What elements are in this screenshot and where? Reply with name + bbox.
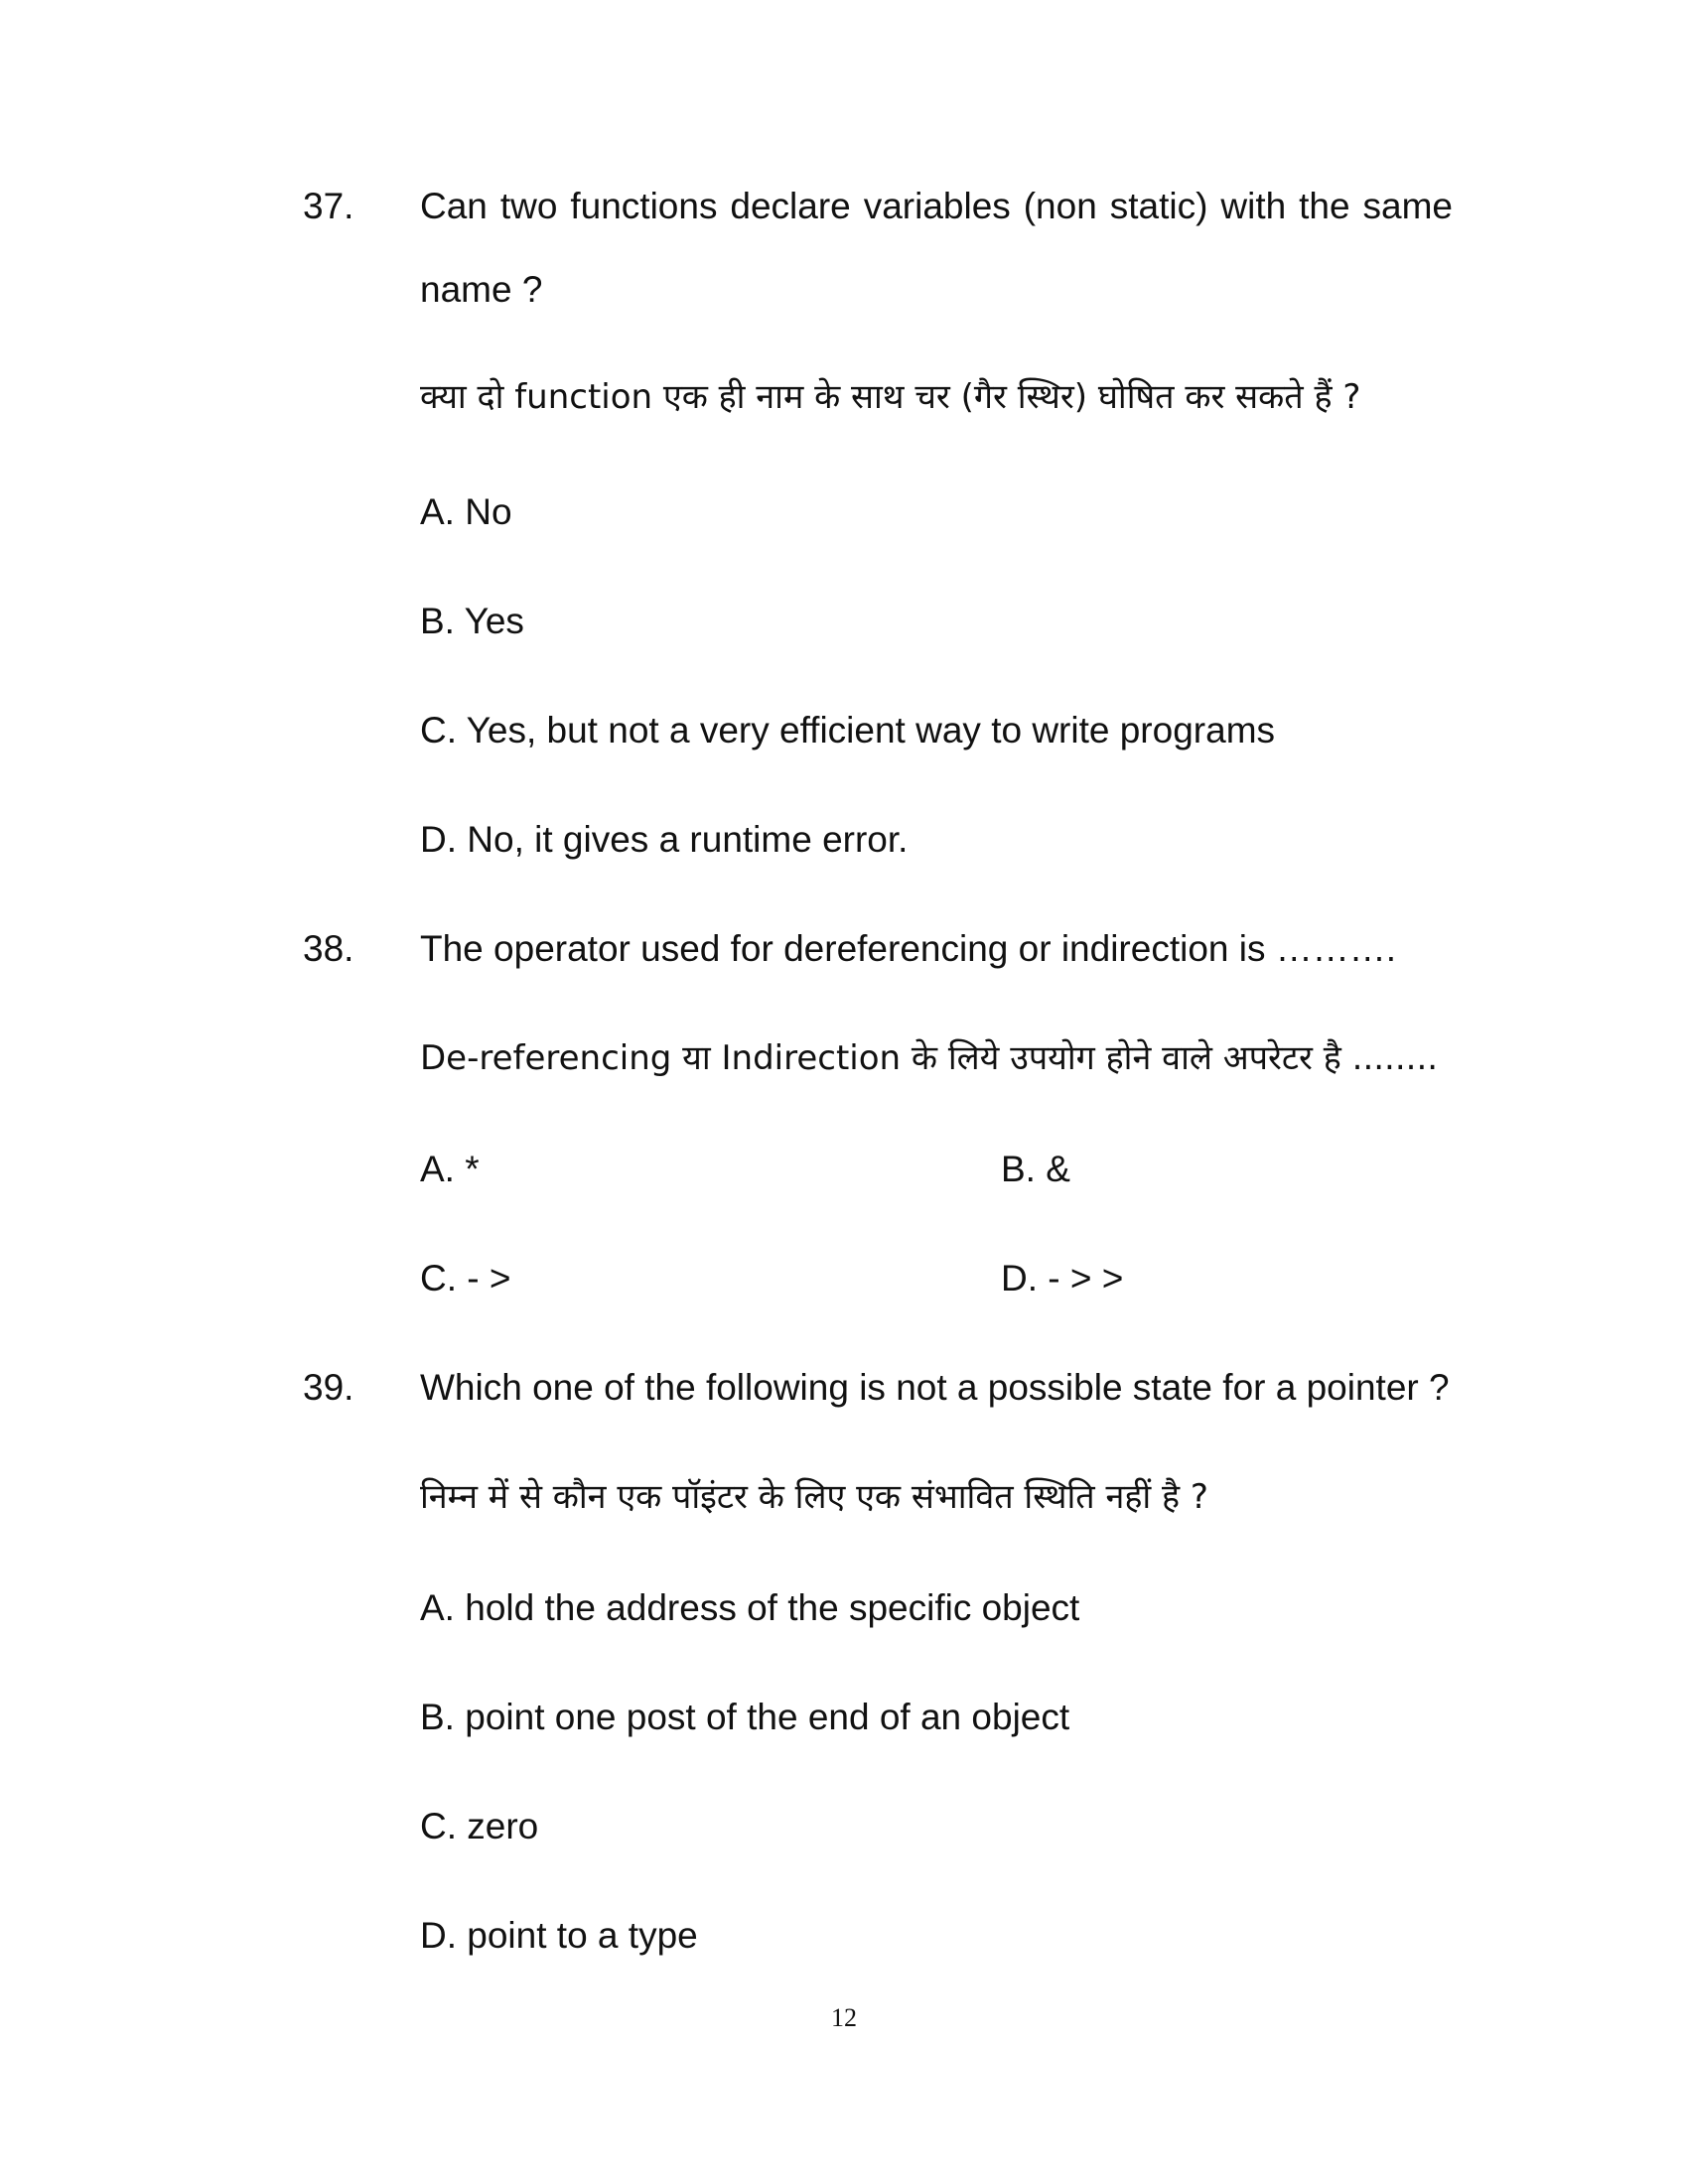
- page-number: 12: [831, 2003, 857, 2032]
- question-38-option-c: C. - >: [420, 1258, 511, 1298]
- question-37-option-d: D. No, it gives a runtime error.: [420, 819, 909, 860]
- question-39-option-b: B. point one post of the end of an object: [420, 1697, 1070, 1737]
- question-37-option-b: B. Yes: [420, 601, 524, 641]
- question-37-option-a: A. No: [420, 491, 512, 532]
- question-39-option-a: A. hold the address of the specific object: [420, 1587, 1080, 1628]
- question-37-text-line1: Can two functions declare variables (non static) with the same: [420, 186, 1453, 226]
- question-37-text-line2: name ?: [420, 269, 543, 310]
- question-38-hindi-text: De-referencing या Indirection के लिये उपयोग होने वाले अपरेटर है ........: [420, 1038, 1439, 1078]
- question-39-text: Which one of the following is not a possible state for a pointer ?: [420, 1367, 1450, 1408]
- question-38-text: The operator used for dereferencing or indirection is ……….: [420, 928, 1397, 969]
- question-37-number: 37.: [303, 186, 354, 226]
- question-39-option-c: C. zero: [420, 1806, 539, 1846]
- question-39-hindi-text: निम्न में से कौन एक पॉइंटर के लिए एक संभावित स्थिति नहीं है ?: [420, 1477, 1208, 1517]
- question-38-option-d: D. - > >: [1001, 1258, 1124, 1298]
- question-38-option-a: A. *: [420, 1149, 480, 1189]
- question-38-option-b: B. &: [1001, 1149, 1070, 1189]
- question-37-hindi-text: क्या दो function एक ही नाम के साथ चर (गैर स्थिर) घोषित कर सकते हैं ?: [420, 377, 1361, 417]
- question-37-option-c: C. Yes, but not a very efficient way to write programs: [420, 710, 1276, 751]
- question-39-option-d: D. point to a type: [420, 1915, 698, 1956]
- question-38-number: 38.: [303, 928, 354, 969]
- question-39-number: 39.: [303, 1367, 354, 1408]
